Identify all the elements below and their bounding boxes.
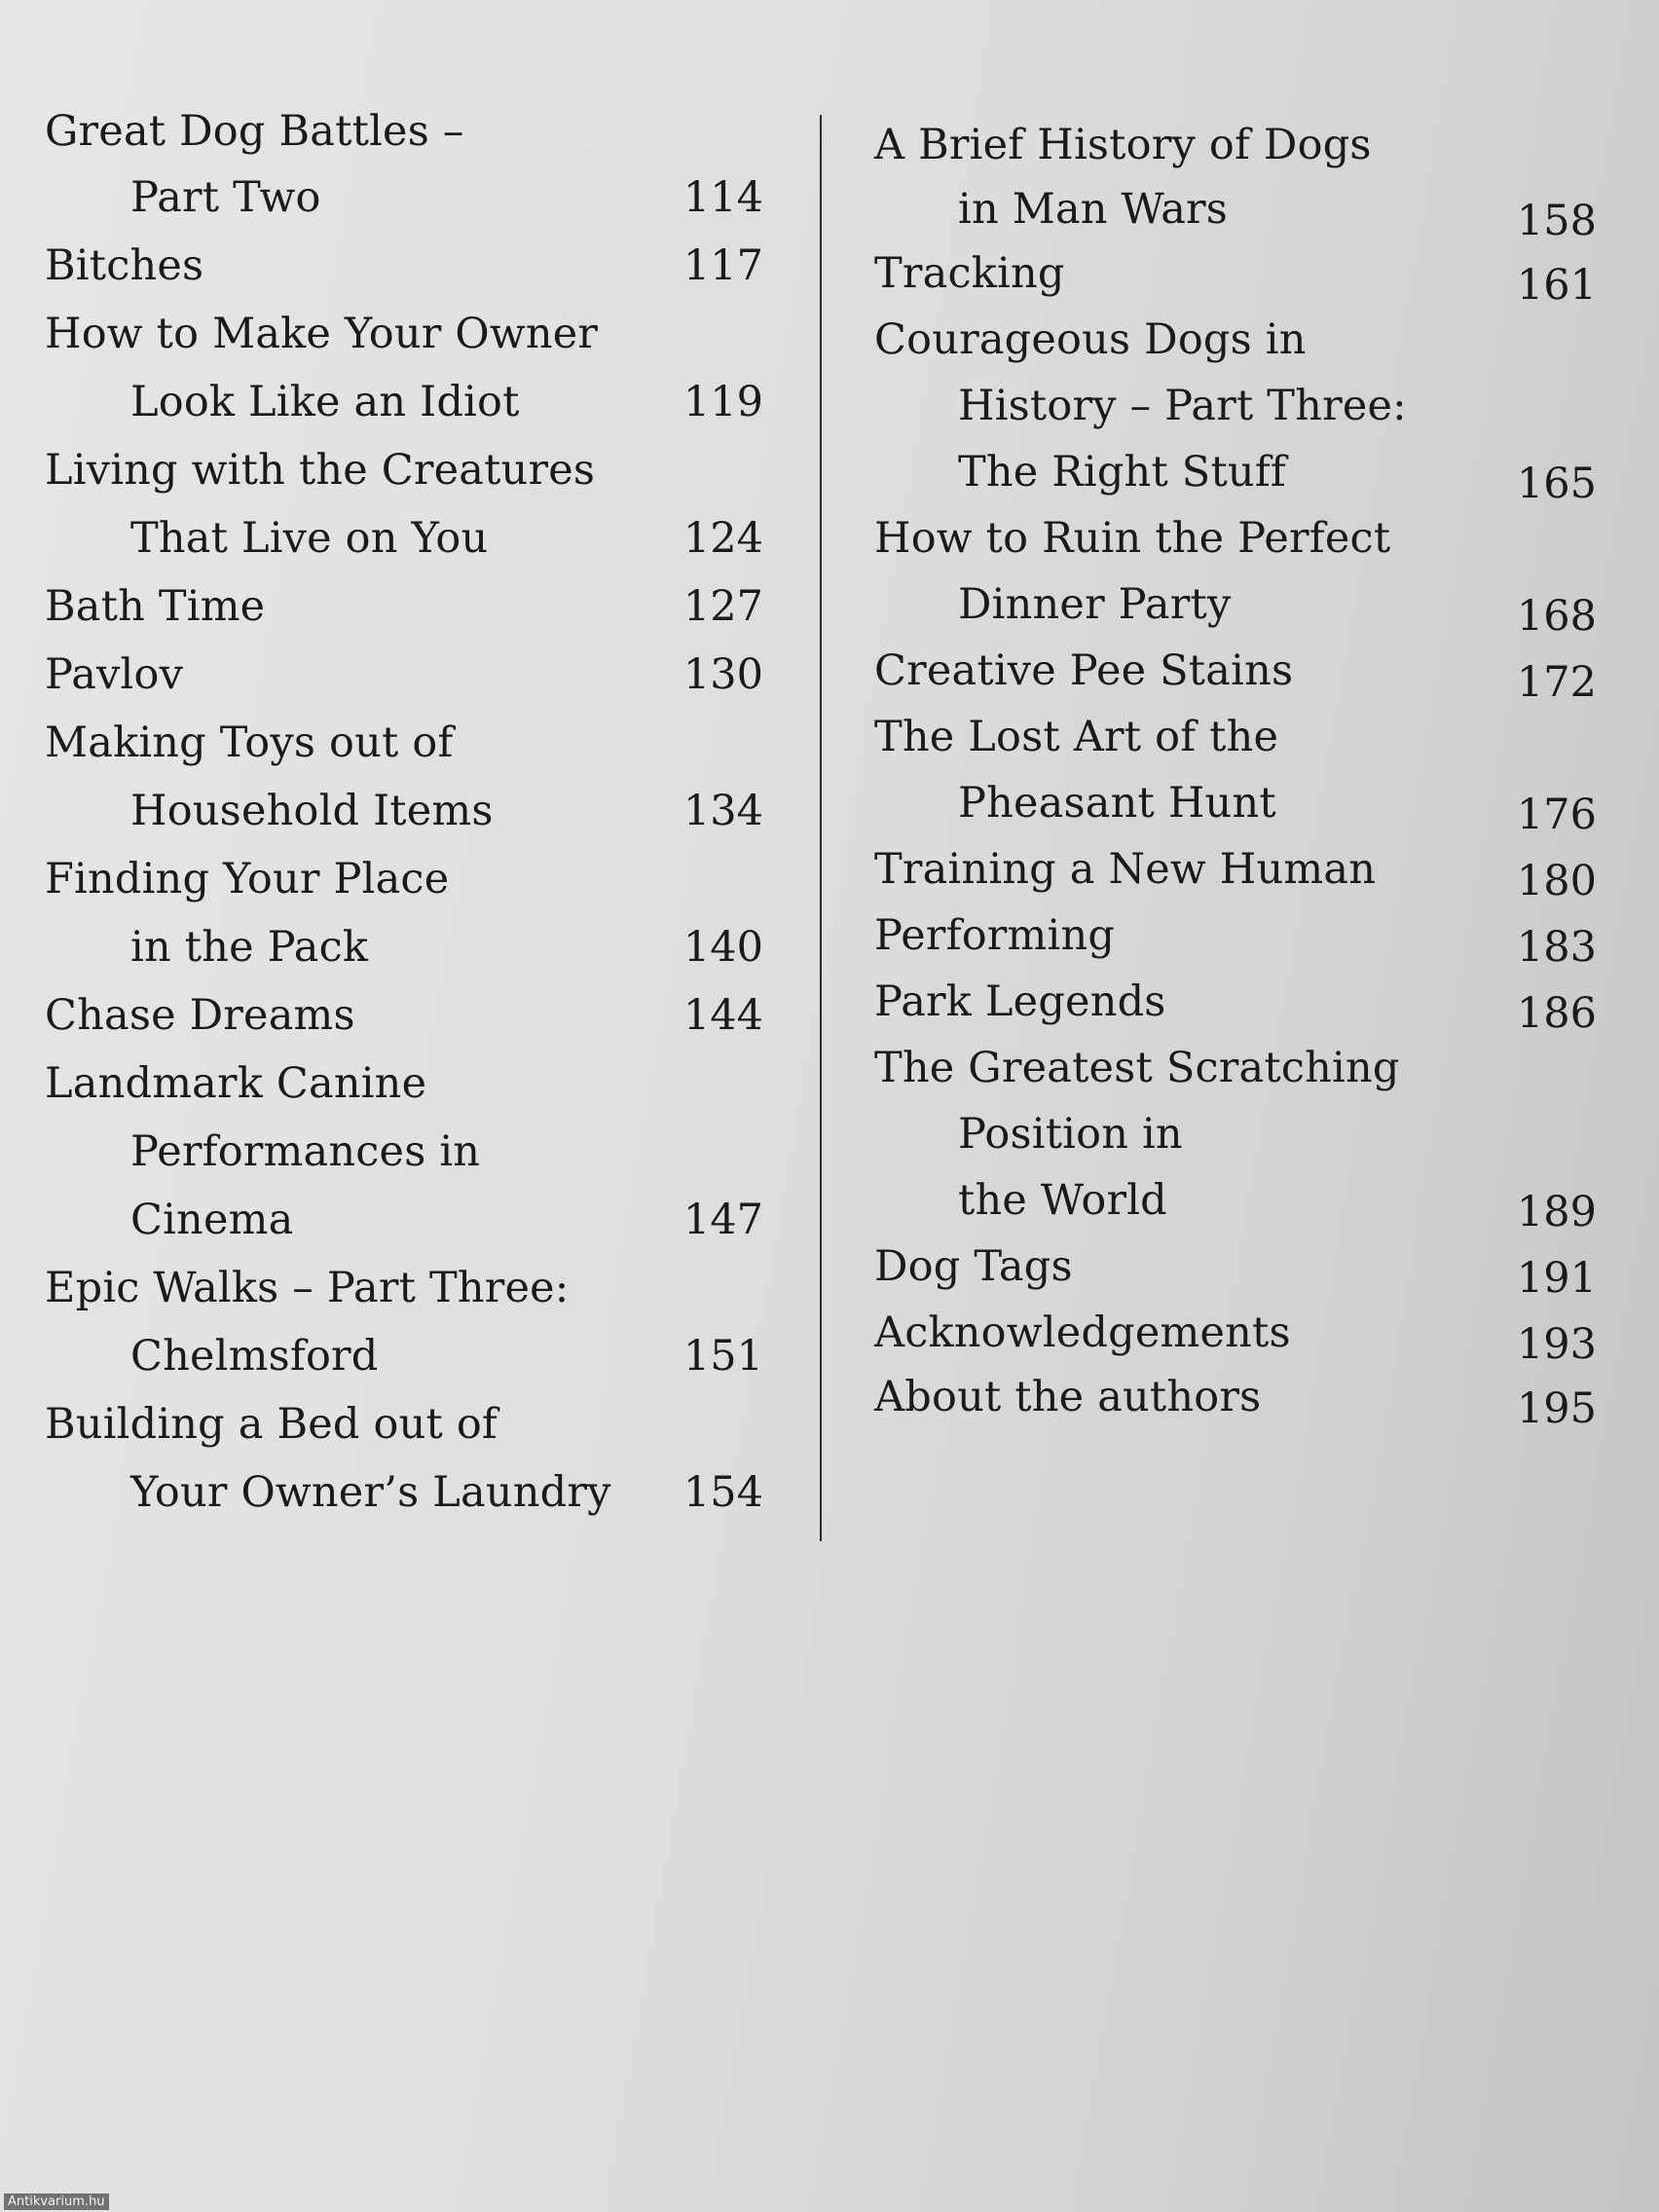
entry-title: Acknowledgements	[874, 1309, 1291, 1357]
entry-title: Bitches	[45, 241, 204, 290]
entry-title: Chase Dreams	[45, 991, 355, 1040]
entry-title-continuation: the World	[958, 1176, 1167, 1225]
entry-title: The Greatest Scratching	[874, 1044, 1400, 1092]
entry-title: Making Toys out of	[45, 719, 454, 767]
entry-page-number: 172	[1516, 658, 1597, 707]
entry-title-continuation: Pheasant Hunt	[958, 779, 1276, 828]
entry-title: Bath Time	[45, 582, 266, 631]
entry-title: How to Ruin the Perfect	[874, 514, 1391, 563]
entry-title: Pavlov	[45, 650, 184, 699]
entry-page-number: 176	[1516, 791, 1597, 839]
entry-page-number: 151	[682, 1332, 763, 1381]
entry-title-continuation: That Live on You	[130, 514, 489, 563]
entry-title: Finding Your Place	[45, 855, 450, 903]
entry-page-number: 193	[1516, 1320, 1597, 1369]
entry-title-continuation: in Man Wars	[958, 185, 1229, 234]
entry-page-number: 168	[1516, 592, 1597, 641]
entry-title: A Brief History of Dogs	[874, 121, 1372, 169]
entry-title: Tracking	[874, 249, 1065, 298]
entry-title-continuation: Chelmsford	[130, 1332, 379, 1381]
entry-page-number: 165	[1516, 460, 1597, 508]
entry-title: Creative Pee Stains	[874, 646, 1294, 695]
entry-title-continuation: History – Part Three:	[958, 382, 1407, 430]
entry-page-number: 127	[682, 582, 763, 631]
watermark: Antikvarium.hu	[4, 2194, 109, 2210]
entry-title-continuation: Look Like an Idiot	[130, 378, 520, 426]
entry-title-continuation: Position in	[958, 1110, 1183, 1159]
entry-title-continuation: The Right Stuff	[958, 448, 1287, 497]
column-divider	[820, 115, 822, 1541]
entry-page-number: 147	[682, 1196, 763, 1244]
entry-title: Training a New Human	[874, 845, 1377, 894]
entry-page-number: 158	[1516, 197, 1597, 245]
entry-page-number: 134	[682, 787, 763, 835]
entry-page-number: 124	[682, 514, 763, 563]
entry-page-number: 180	[1516, 857, 1597, 905]
entry-page-number: 186	[1516, 989, 1597, 1038]
entry-title: Living with the Creatures	[45, 446, 596, 495]
entry-page-number: 183	[1516, 923, 1597, 972]
entry-title: Building a Bed out of	[45, 1400, 498, 1449]
entry-page-number: 161	[1516, 261, 1597, 310]
entry-page-number: 130	[682, 650, 763, 699]
entry-title: Landmark Canine	[45, 1059, 427, 1108]
entry-page-number: 144	[682, 991, 763, 1040]
entry-page-number: 189	[1516, 1188, 1597, 1236]
entry-page-number: 195	[1516, 1384, 1597, 1433]
entry-title: Performing	[874, 911, 1116, 960]
entry-title-continuation: Household Items	[130, 787, 494, 835]
entry-title-continuation: in the Pack	[130, 923, 369, 972]
entry-page-number: 117	[682, 241, 763, 290]
entry-title-continuation: Your Owner’s Laundry	[130, 1468, 611, 1517]
entry-title-continuation: Dinner Party	[958, 580, 1232, 629]
entry-page-number: 191	[1516, 1254, 1597, 1303]
entry-title-continuation: Cinema	[130, 1196, 294, 1244]
entry-title: Dog Tags	[874, 1242, 1073, 1291]
entry-title: Park Legends	[874, 977, 1166, 1026]
entry-page-number: 140	[682, 923, 763, 972]
entry-title: Great Dog Battles –	[45, 107, 464, 156]
entry-title: About the authors	[874, 1373, 1262, 1421]
entry-page-number: 114	[682, 173, 763, 222]
entry-title: Epic Walks – Part Three:	[45, 1264, 570, 1312]
entry-title-continuation: Part Two	[130, 173, 321, 222]
entry-title: Courageous Dogs in	[874, 315, 1307, 364]
entry-title: The Lost Art of the	[874, 713, 1279, 761]
entry-title: How to Make Your Owner	[45, 310, 599, 358]
entry-page-number: 154	[682, 1468, 763, 1517]
entry-title-continuation: Performances in	[130, 1127, 481, 1176]
entry-page-number: 119	[682, 378, 763, 426]
